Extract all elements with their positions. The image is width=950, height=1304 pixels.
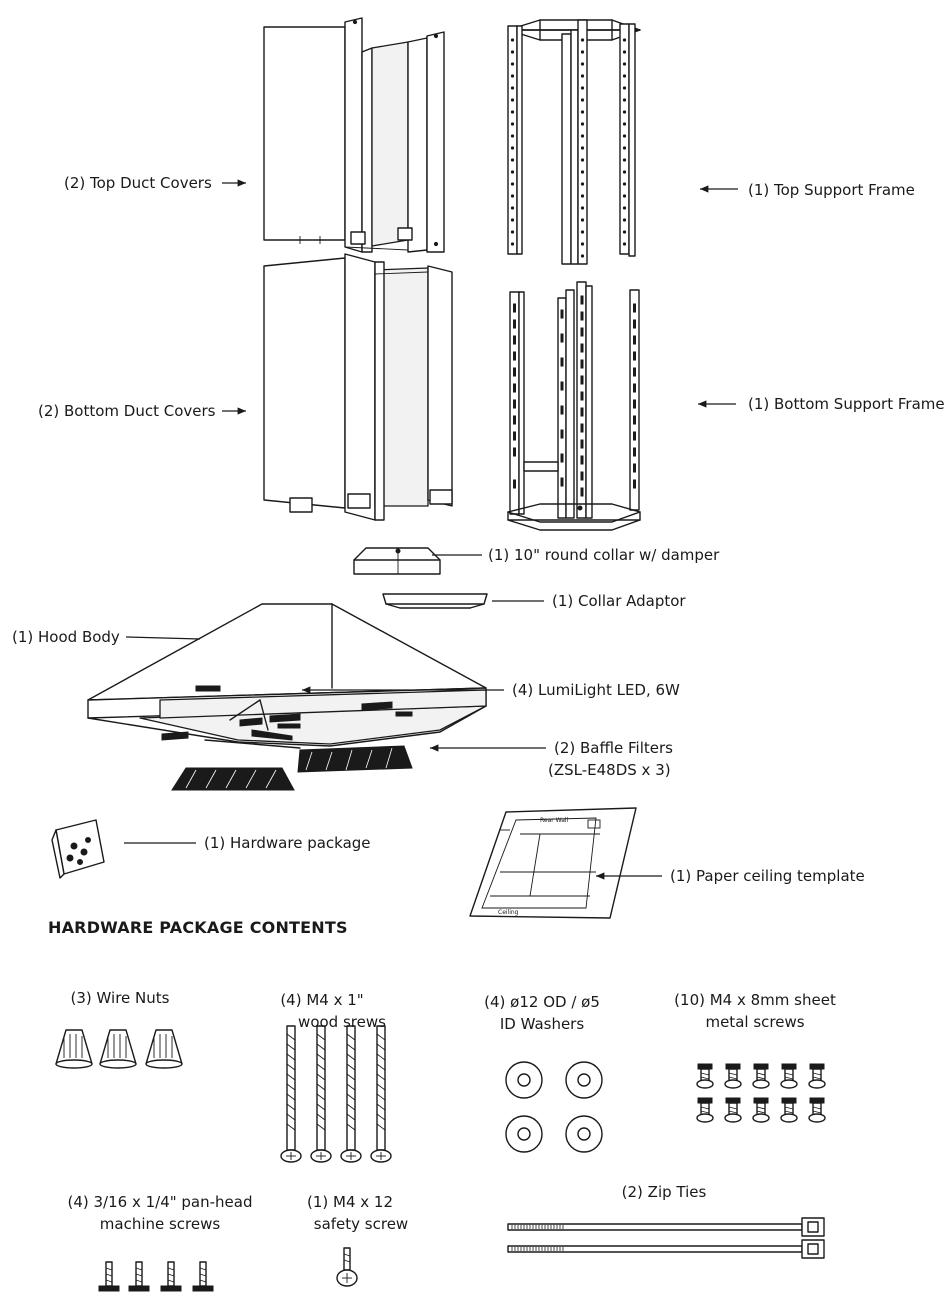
zip-ties-illustration — [508, 1218, 824, 1258]
label-wood-screws-2: wood srews — [298, 1013, 386, 1031]
washers-illustration — [506, 1062, 602, 1152]
label-hood-body: (1) Hood Body — [12, 628, 120, 646]
bottom-support-frame-illustration — [508, 282, 640, 530]
label-pan-head-1: (4) 3/16 x 1/4" pan-head — [67, 1193, 253, 1211]
top-support-frame-illustration — [508, 20, 640, 264]
label-bottom-support-frame: (1) Bottom Support Frame — [748, 395, 945, 413]
wire-nuts-illustration — [56, 1030, 182, 1068]
label-sheet-screws-1: (10) M4 x 8mm sheet — [674, 991, 836, 1009]
arrow-hood-body — [126, 637, 200, 639]
round-collar-illustration — [354, 548, 440, 574]
label-round-collar: (1) 10" round collar w/ damper — [488, 546, 720, 564]
label-bottom-duct-covers: (2) Bottom Duct Covers — [38, 402, 216, 420]
label-ceiling-template: (1) Paper ceiling template — [670, 867, 865, 885]
label-hardware-package: (1) Hardware package — [204, 834, 371, 852]
safety-screw-illustration — [337, 1248, 357, 1286]
template-mark-rear-wall: Rear Wall — [540, 817, 569, 824]
label-washers-2: ID Washers — [499, 1015, 585, 1033]
top-duct-covers-illustration — [264, 18, 444, 252]
bottom-duct-covers-illustration — [264, 254, 452, 520]
hardware-heading: HARDWARE PACKAGE CONTENTS — [48, 918, 348, 937]
label-safety-1: (1) M4 x 12 — [306, 1193, 393, 1211]
label-sheet-screws-2: metal screws — [705, 1013, 805, 1031]
label-pan-head-2: machine screws — [99, 1215, 221, 1233]
label-top-duct-covers: (2) Top Duct Covers — [64, 174, 212, 192]
baffle-filters-illustration — [172, 746, 412, 790]
label-zip-ties: (2) Zip Ties — [621, 1183, 707, 1201]
label-led: (4) LumiLight LED, 6W — [512, 681, 680, 699]
label-washers-1: (4) ø12 OD / ø5 — [484, 993, 600, 1011]
ceiling-template-illustration — [470, 808, 636, 918]
label-safety-2: safety screw — [313, 1215, 409, 1233]
label-collar-adaptor: (1) Collar Adaptor — [552, 592, 686, 610]
collar-adaptor-illustration — [383, 594, 487, 608]
hood-body-illustration — [88, 604, 486, 748]
label-wood-screws-1: (4) M4 x 1" — [280, 991, 364, 1009]
hardware-package-illustration — [52, 820, 104, 878]
label-baffle-filters-model: (ZSL-E48DS x 3) — [548, 761, 671, 779]
pan-head-screws-illustration — [99, 1262, 213, 1291]
sheet-metal-screws-illustration — [697, 1064, 825, 1122]
template-mark-ceiling: Ceiling — [498, 909, 519, 916]
label-wire-nuts: (3) Wire Nuts — [70, 989, 170, 1007]
label-baffle-filters: (2) Baffle Filters — [554, 739, 673, 757]
label-top-support-frame: (1) Top Support Frame — [748, 181, 915, 199]
wood-screws-illustration — [281, 1026, 391, 1162]
